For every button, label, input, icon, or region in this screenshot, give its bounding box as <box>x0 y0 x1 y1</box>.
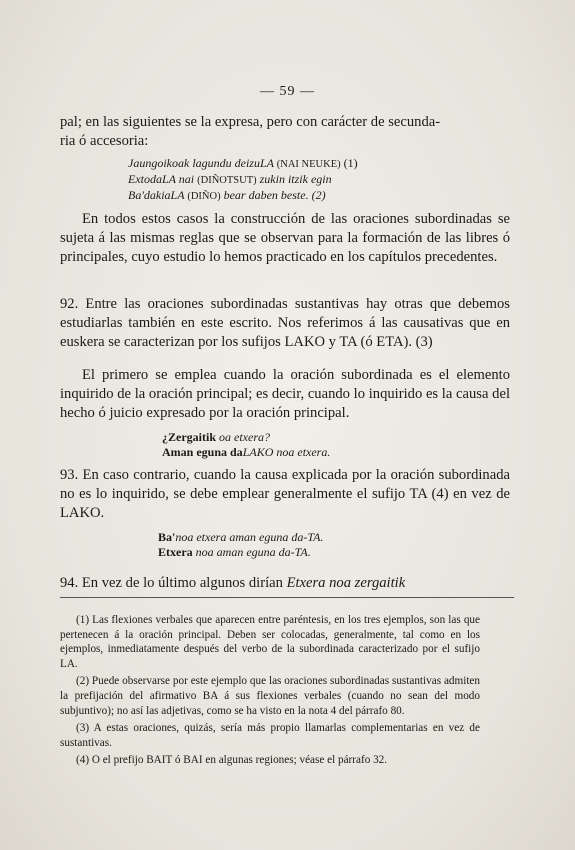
footnote-2: (2) Puede observarse por este ejemplo que las oraciones subordinadas sustantivas admiten la prefijación del afirmativo BA á sus flexiones verbales (cuando no sean del modo subjuntivo); no así las adjetivas, como se ha visto en la nota 4 del párrafo 80. <box>60 675 480 717</box>
example-text: noa etxera aman eguna da-TA. <box>175 530 324 544</box>
paragraph-92-text: 92. Entre las oraciones subordinadas sustantivas hay otras que debemos estudiarlas también en este escrito. Nos referimos á las causativas que en euskera se caracterizan por los sufijos LAKO y TA (ó ETA). (3) <box>60 296 510 350</box>
paragraph-todos-text: En todos estos casos la construcción de las oraciones subordinadas se sujeta á las mismas reglas que se observan para la formación de las libres ó principales, cuyo estudio lo hemos practicado en los capítulos precedentes. <box>60 211 510 265</box>
paragraph-93-text: 93. En caso contrario, cuando la causa explicada por la oración subordinada no es lo inquirido, se debe emplear generalmente el sufijo TA (4) en vez de LAKO. <box>60 467 510 521</box>
paragraph-94-text <box>60 574 510 593</box>
example-text: LAKO noa etxera. <box>242 445 331 459</box>
examples-block-3 <box>158 530 323 560</box>
footnotes <box>60 613 480 771</box>
example-text: Ba'dakiaLA <box>128 188 185 202</box>
example-note: zukin itzik egin <box>256 172 332 186</box>
example-line <box>158 545 323 560</box>
example-text: Jaungoikoak lagundu deizuLA <box>128 156 274 170</box>
paragraph-primero <box>60 366 510 423</box>
example-text: Etxera <box>158 545 193 559</box>
footnote-3: (3) A estas oraciones, quizás, sería más propio llamarlas complementarias en vez de sustantivas. <box>60 722 480 749</box>
paragraph-94-start: 94. En vez de lo último algunos dirían <box>60 575 287 591</box>
example-text: Ba' <box>158 530 176 544</box>
example-line <box>162 445 330 460</box>
footnote-4: (4) O el prefijo BAIT ó BAI en algunas regiones; véase el párrafo 32. <box>76 754 388 767</box>
example-line <box>162 430 330 445</box>
example-text: ExtodaLA nai <box>128 172 195 186</box>
paragraph-93 <box>60 466 510 523</box>
example-note: bear daben beste. (2) <box>220 188 326 202</box>
example-line <box>128 172 358 188</box>
paragraph-94-italic: Etxera noa zergaitik <box>286 575 406 591</box>
footnote-rule <box>60 597 514 598</box>
paragraph-primero-text: El primero se emplea cuando la oración subordinada es el elemento inquirido de la oración principal; es decir, cuando lo inquirido es la causa del hecho ó juicio expresado por la oración principal. <box>60 367 510 421</box>
footnote-1: (1) Las flexiones verbales que aparecen entre paréntesis, en los tres ejemplos, son las que pertenecen á la oración principal. Deben ser colocadas, generalmente, tal como en los ejemplos, inmediatamente después del verbo de la subordinada caracterizado por el sufijo LA. <box>60 614 480 670</box>
example-line <box>158 530 323 545</box>
example-note: (1) <box>340 156 358 170</box>
paragraph-intro <box>60 113 510 151</box>
example-flexion: (NAI NEUKE) <box>276 159 341 170</box>
paragraph-intro-line-2: ria ó accesoria: <box>60 133 149 149</box>
paragraph-todos <box>60 210 510 267</box>
example-text: Aman eguna da <box>162 445 243 459</box>
examples-block-1 <box>128 156 358 204</box>
example-line <box>128 156 358 172</box>
example-text: noa aman eguna da-TA. <box>192 545 311 559</box>
example-line <box>128 188 358 204</box>
example-flexion: (DIÑOTSUT) <box>197 175 257 186</box>
example-text: oa etxera? <box>216 430 270 444</box>
paragraph-92 <box>60 295 510 352</box>
example-text: ¿Zergaitik <box>162 430 216 444</box>
paragraph-94 <box>60 574 510 593</box>
page-number: — 59 — <box>260 84 315 99</box>
example-flexion: (DIÑO) <box>187 191 221 202</box>
paragraph-intro-line-1: pal; en las siguientes se la expresa, pero con carácter de secunda- <box>60 114 441 130</box>
examples-block-2 <box>162 430 330 460</box>
